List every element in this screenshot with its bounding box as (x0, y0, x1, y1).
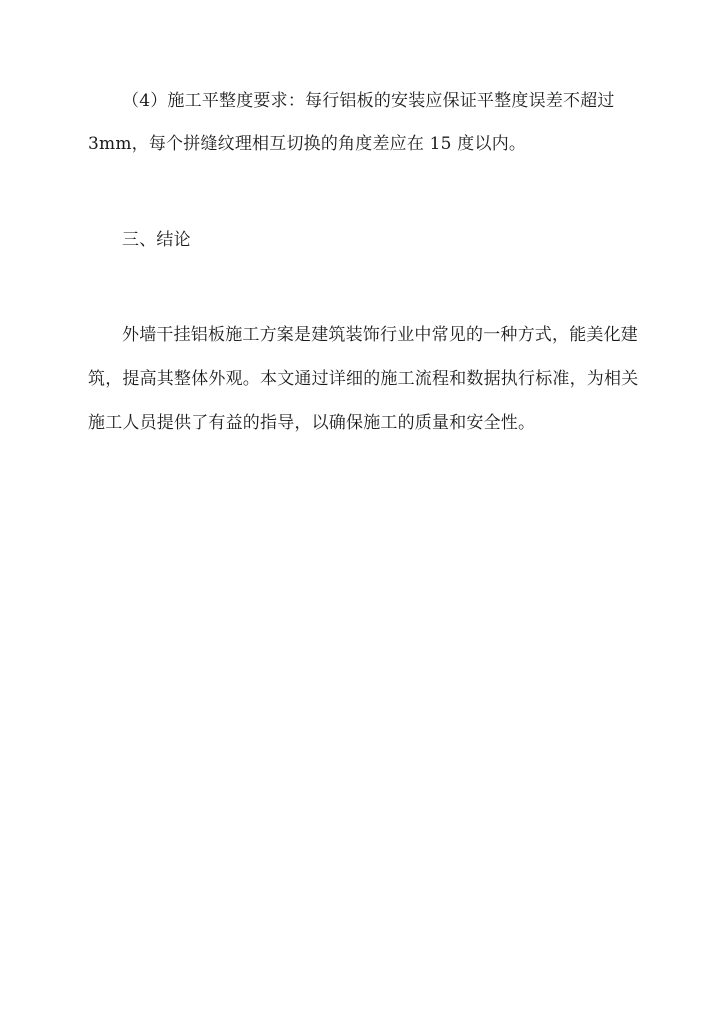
item4-text-line-1: （4）施工平整度要求：每行铝板的安装应保证平整度误差不超过 (122, 91, 615, 111)
conclusion-text-line-3: 施工人员提供了有益的指导，以确保施工的质量和安全性。 (88, 413, 536, 433)
item4-text-line-2: 3mm，每个拼缝纹理相互切换的角度差应在 15 度以内。 (88, 134, 527, 154)
conclusion-text-line-1: 外墙干挂铝板施工方案是建筑装饰行业中常见的一种方式，能美化建 (122, 325, 638, 345)
section-heading-conclusion: 三、结论 (122, 230, 191, 250)
conclusion-text-line-2: 筑，提高其整体外观。本文通过详细的施工流程和数据执行标准，为相关 (88, 369, 639, 389)
